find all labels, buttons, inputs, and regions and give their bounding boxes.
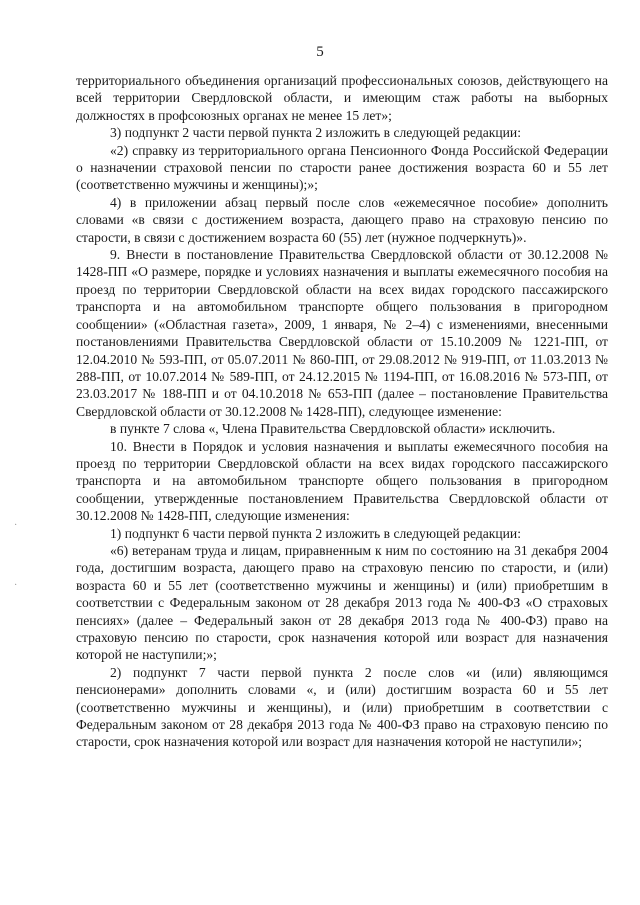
paragraph: «6) ветеранам труда и лицам, приравненным к ним по состоянию на 31 декабря 2004 года, достигшим возраста, дающего право на страховую пенсию по старости, и (или) возраста 60 и 55 лет (соответственно мужчины и женщины) и (или) приобретшим в соответствии с Федеральным законом от 28 декабря 2013 года № 400-ФЗ «О страховых пенсиях» (далее – Федеральный закон от 28 декабря 2013 года № 400-ФЗ) право на страховую пенсию по старости, срок назначения которой или возраст для назначения которой не наступили;»; [76,542,608,663]
paragraph: 4) в приложении абзац первый после слов «ежемесячное пособие» дополнить словами «в связи с достижением возраста, дающего право на страховую пенсию по старости, в связи с достижением возраста 60 (55) лет (нужное подчеркнуть)». [76,194,608,245]
paragraph: 9. Внести в постановление Правительства Свердловской области от 30.12.2008 № 1428-ПП «О размере, порядке и условиях назначения и выплаты ежемесячного пособия на проезд по территории Свердловской области на всех видах городского пассажирского транспорта и на автомобильном транспорте общего пользования в пригородном сообщении» («Областная газета», 2009, 1 января, № 2–4) с изменениями, внесенными постановлениями Правительства Свердловской области от 15.10.2009 № 1221-ПП, от 12.04.2010 № 593-ПП, от 05.07.2011 № 860-ПП, от 29.08.2012 № 919-ПП, от 11.03.2013 № 288-ПП, от 10.07.2014 № 589-ПП, от 24.12.2015 № 1194-ПП, от 16.08.2016 № 573-ПП, от 23.03.2017 № 188-ПП и от 04.10.2018 № 653-ПП (далее – постановление Правительства Свердловской области от 30.12.2008 № 1428-ПП), следующее изменение: [76,247,608,419]
margin-mark: · [14,520,18,531]
paragraph: «2) справку из территориального органа Пенсионного Фонда Российской Федерации о назначении страховой пенсии по старости ранее достижения возраста 60 и 55 лет (соответственно мужчины и женщины);»; [76,142,608,193]
paragraph: 3) подпункт 2 части первой пункта 2 изложить в следующей редакции: [110,125,521,141]
paragraph: 2) подпункт 7 части первой пункта 2 после слов «и (или) являющимся пенсионерами» дополнить словами «, и (или) достигшим возраста 60 и 55 лет (соответственно мужчины и женщины), и (или) приобретшим в соответствии с Федеральным законом от 28 декабря 2013 года № 400-ФЗ право на страховую пенсию по старости, срок назначения которой или возраст для назначения которой не наступили»; [76,664,608,750]
paragraph: 1) подпункт 6 части первой пункта 2 изложить в следующей редакции: [110,525,521,541]
margin-mark: · [14,580,18,591]
page-number: 5 [316,44,324,60]
paragraph: в пункте 7 слова «, Члена Правительства Свердловской области» исключить. [110,421,556,437]
document-text [76,72,608,751]
paragraph-continuation: территориального объединения организаций профессиональных союзов, действующего на всей территории Свердловской области, и имеющим стаж работы на выборных должностях в профсоюзных органах не менее 15 лет»; [76,73,608,123]
paragraph: 10. Внести в Порядок и условия назначения и выплаты ежемесячного пособия на проезд по территории Свердловской области на всех видах городского пассажирского транспорта и на автомобильном транспорте общего пользования в пригородном сообщении, утвержденные постановлением Правительства Свердловской области от 30.12.2008 № 1428-ПП, следующие изменения: [76,438,608,524]
